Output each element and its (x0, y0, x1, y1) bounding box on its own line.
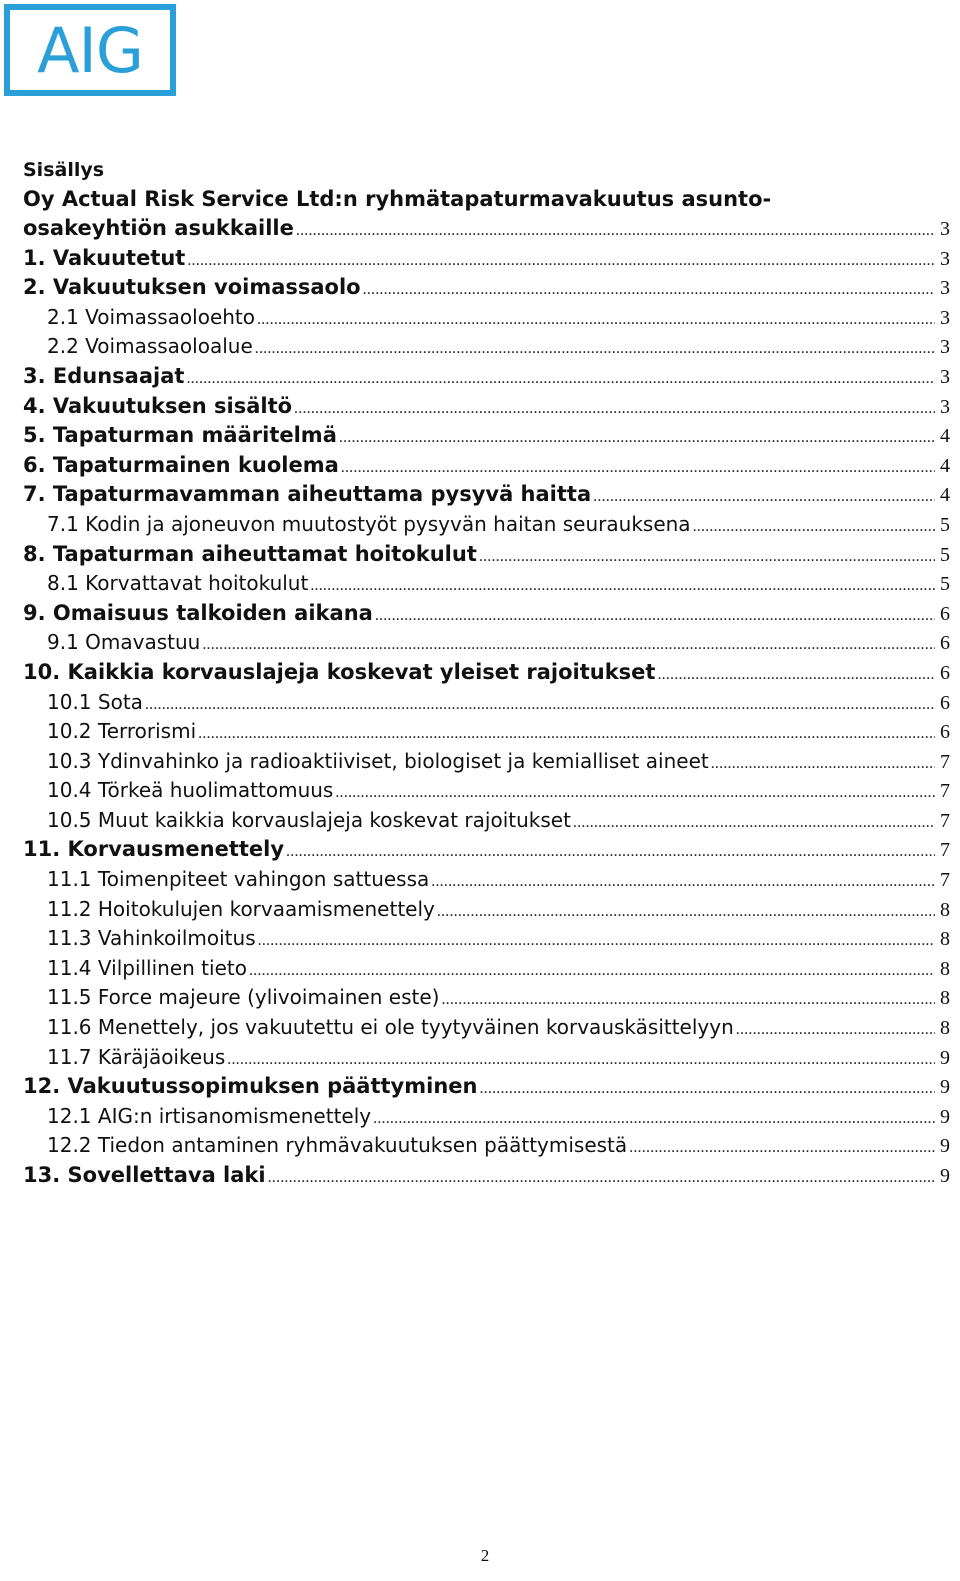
toc-entry[interactable] (23, 1102, 950, 1132)
toc-heading: Sisällys (23, 159, 105, 181)
toc-entry-page: 3 (940, 218, 950, 240)
toc-entry-label: 7.1 Kodin ja ajoneuvon muutostyöt pysyvän haitan seurauksena (47, 511, 691, 536)
toc-leader-dots (145, 690, 935, 720)
toc-entry[interactable] (23, 273, 950, 303)
toc-entry-page: 7 (940, 809, 950, 832)
toc-leader-dots (198, 719, 935, 749)
toc-entry-page: 7 (940, 839, 950, 862)
toc-entry[interactable] (23, 332, 950, 362)
toc-entry-page: 8 (940, 898, 950, 921)
toc-leader-dots (257, 305, 935, 335)
toc-entry-label: 8.1 Korvattavat hoitokulut (47, 571, 309, 596)
toc-entry-label: 11.6 Menettely, jos vakuutettu ei ole tyytyväinen korvauskäsittelyyn (47, 1015, 734, 1040)
toc-entry[interactable] (23, 1043, 950, 1073)
toc-entry[interactable] (23, 895, 950, 925)
toc-entry-page: 3 (940, 365, 950, 388)
toc-entry[interactable] (23, 1131, 950, 1161)
toc-leader-dots (202, 630, 935, 660)
toc-leader-dots (479, 542, 935, 572)
toc-entry-page: 7 (940, 869, 950, 892)
toc-entry[interactable] (23, 599, 950, 629)
toc-entry-page: 7 (940, 750, 950, 773)
toc-entry-label: 3. Edunsaajat (23, 363, 185, 388)
toc-entry-label: 2.2 Voimassaoloalue (47, 334, 253, 359)
toc-leader-dots (286, 837, 935, 867)
toc-entry-page: 9 (940, 1105, 950, 1128)
toc-entry[interactable] (23, 628, 950, 658)
toc-entry[interactable] (23, 747, 950, 777)
toc-entry[interactable] (23, 1161, 950, 1191)
toc-entry-page: 4 (940, 484, 950, 507)
toc-leader-dots (711, 749, 935, 779)
toc-entry-page: 9 (940, 1046, 950, 1069)
toc-entry[interactable] (23, 835, 950, 865)
toc-entry-label: 4. Vakuutuksen sisältö (23, 393, 293, 418)
toc-entry-label: 11.2 Hoitokulujen korvaamismenettely (47, 896, 435, 921)
toc-entry[interactable] (23, 1072, 950, 1102)
toc-entry-label: 11.5 Force majeure (ylivoimainen este) (47, 985, 440, 1010)
toc-entry-page: 3 (940, 336, 950, 359)
toc-entry-label: osakeyhtiön asukkaille (23, 216, 294, 240)
toc-entry[interactable] (23, 214, 950, 244)
toc-entry-page: 9 (940, 1135, 950, 1158)
toc-entry-page: 6 (940, 602, 950, 625)
toc-entry-label: 7. Tapaturmavamman aiheuttama pysyvä haitta (23, 482, 592, 507)
toc-entry-label: 11.3 Vahinkoilmoitus (47, 926, 256, 951)
toc-entry-label: 2. Vakuutuksen voimassaolo (23, 275, 361, 300)
toc-entry-page: 7 (940, 780, 950, 803)
toc-entry-label: 13. Sovellettava laki (23, 1163, 266, 1187)
toc-entry[interactable] (23, 776, 950, 806)
toc-leader-dots (186, 364, 935, 394)
toc-leader-dots (441, 985, 935, 1015)
toc-entry-label: 11.4 Vilpillinen tieto (47, 955, 247, 980)
toc-leader-dots (187, 246, 935, 276)
toc-entry[interactable] (23, 924, 950, 954)
logo-text: AIG (37, 14, 143, 87)
toc-leader-dots (255, 334, 935, 364)
toc-leader-dots (375, 601, 935, 631)
toc-entry-label: 9.1 Omavastuu (47, 630, 201, 655)
toc-leader-dots (335, 778, 935, 808)
toc-entry-label: 1. Vakuutetut (23, 245, 186, 270)
toc-leader-dots (341, 453, 935, 483)
toc-leader-dots (573, 808, 935, 838)
toc-leader-dots (657, 660, 935, 690)
toc-entry-page: 9 (940, 1165, 950, 1187)
toc-entry-page: 8 (940, 1017, 950, 1040)
toc-entry[interactable] (23, 983, 950, 1013)
toc-entry-page: 3 (940, 395, 950, 418)
toc-entry-label: 12.1 AIG:n irtisanomismenettely (47, 1103, 372, 1128)
toc-entry-label: 9. Omaisuus talkoiden aikana (23, 600, 373, 625)
toc-leader-dots (593, 482, 935, 512)
toc-entry-page: 4 (940, 425, 950, 448)
toc-entry-label: 10.3 Ydinvahinko ja radioaktiiviset, biologiset ja kemialliset aineet (47, 748, 709, 773)
toc-entry[interactable] (23, 806, 950, 836)
toc-leader-dots (268, 1163, 935, 1193)
toc-entry-label: 10.4 Törkeä huolimattomuus (47, 778, 334, 803)
toc-entry-page: 9 (940, 1076, 950, 1099)
toc-entry-page: 3 (940, 277, 950, 300)
toc-entry[interactable] (23, 392, 950, 422)
toc-entry-page: 8 (940, 957, 950, 980)
toc-entry[interactable] (23, 451, 950, 481)
toc-entry-label: 2.1 Voimassaoloehto (47, 304, 256, 329)
toc-entry[interactable] (23, 510, 950, 540)
toc-entry[interactable] (23, 303, 950, 333)
toc-entry-page: 6 (940, 691, 950, 714)
page-number: 2 (480, 1546, 490, 1565)
toc-entry-page: 8 (940, 928, 950, 951)
toc-leader-dots (479, 1074, 935, 1104)
toc-leader-dots (373, 1104, 935, 1134)
toc-entry[interactable] (23, 865, 950, 895)
toc-entry[interactable] (23, 540, 950, 570)
toc-entry-label: 11. Korvausmenettely (23, 837, 285, 862)
aig-logo (4, 4, 176, 96)
toc-entry-label: 11.7 Käräjäoikeus (47, 1044, 226, 1069)
toc-entry[interactable] (23, 954, 950, 984)
toc-leader-dots (294, 394, 935, 424)
toc-entry-page: 3 (940, 247, 950, 270)
toc-entry[interactable] (23, 688, 950, 718)
toc-entry[interactable] (23, 362, 950, 392)
toc-entry-label: 10.2 Terrorismi (47, 719, 197, 744)
toc-leader-dots (227, 1045, 935, 1075)
toc-leader-dots (431, 867, 935, 897)
toc-leader-dots (736, 1015, 935, 1045)
toc-entry-label: 11.1 Toimenpiteet vahingon sattuessa (47, 867, 430, 892)
toc-entry-label: 10. Kaikkia korvauslajeja koskevat yleiset rajoitukset (23, 659, 656, 684)
toc-entry[interactable] (23, 421, 950, 451)
toc-entry-label: 5. Tapaturman määritelmä (23, 423, 337, 448)
toc-leader-dots (437, 897, 935, 927)
toc-entry-page: 5 (940, 513, 950, 536)
toc-entry-page: 6 (940, 632, 950, 655)
toc-entry-label: 12.2 Tiedon antaminen ryhmävakuutuksen päättymisestä (47, 1133, 628, 1158)
toc-entry[interactable] (23, 717, 950, 747)
toc-entry-label: 6. Tapaturmainen kuolema (23, 452, 339, 477)
toc-leader-dots (693, 512, 935, 542)
toc-entry-page: 4 (940, 454, 950, 477)
toc-entry-page: 3 (940, 306, 950, 329)
toc-entries (23, 214, 950, 1191)
toc-leader-dots (249, 956, 935, 986)
toc-entry[interactable] (23, 480, 950, 510)
toc-entry-label: 8. Tapaturman aiheuttamat hoitokulut (23, 541, 477, 566)
toc-leader-dots (629, 1133, 935, 1163)
toc-entry[interactable] (23, 1013, 950, 1043)
toc-entry[interactable] (23, 658, 950, 688)
toc-entry-page: 5 (940, 543, 950, 566)
toc-leader-dots (310, 571, 935, 601)
toc-entry-page: 6 (940, 721, 950, 744)
toc-entry-label: 10.5 Muut kaikkia korvauslajeja koskevat rajoitukset (47, 807, 571, 832)
toc-entry[interactable] (23, 244, 950, 274)
toc-entry-page: 5 (940, 573, 950, 596)
toc-entry-label: 12. Vakuutussopimuksen päättyminen (23, 1074, 478, 1099)
toc-entry-page: 6 (940, 661, 950, 684)
toc-leader-dots (339, 423, 935, 453)
table-of-contents (23, 156, 950, 1191)
toc-leader-dots (258, 926, 935, 956)
toc-title-line: Oy Actual Risk Service Ltd:n ryhmätapaturmavakuutus asunto- (23, 187, 772, 211)
toc-entry-label: 10.1 Sota (47, 689, 143, 714)
toc-entry-page: 8 (940, 987, 950, 1010)
toc-entry[interactable] (23, 569, 950, 599)
toc-leader-dots (363, 275, 935, 305)
toc-leader-dots (296, 216, 935, 246)
